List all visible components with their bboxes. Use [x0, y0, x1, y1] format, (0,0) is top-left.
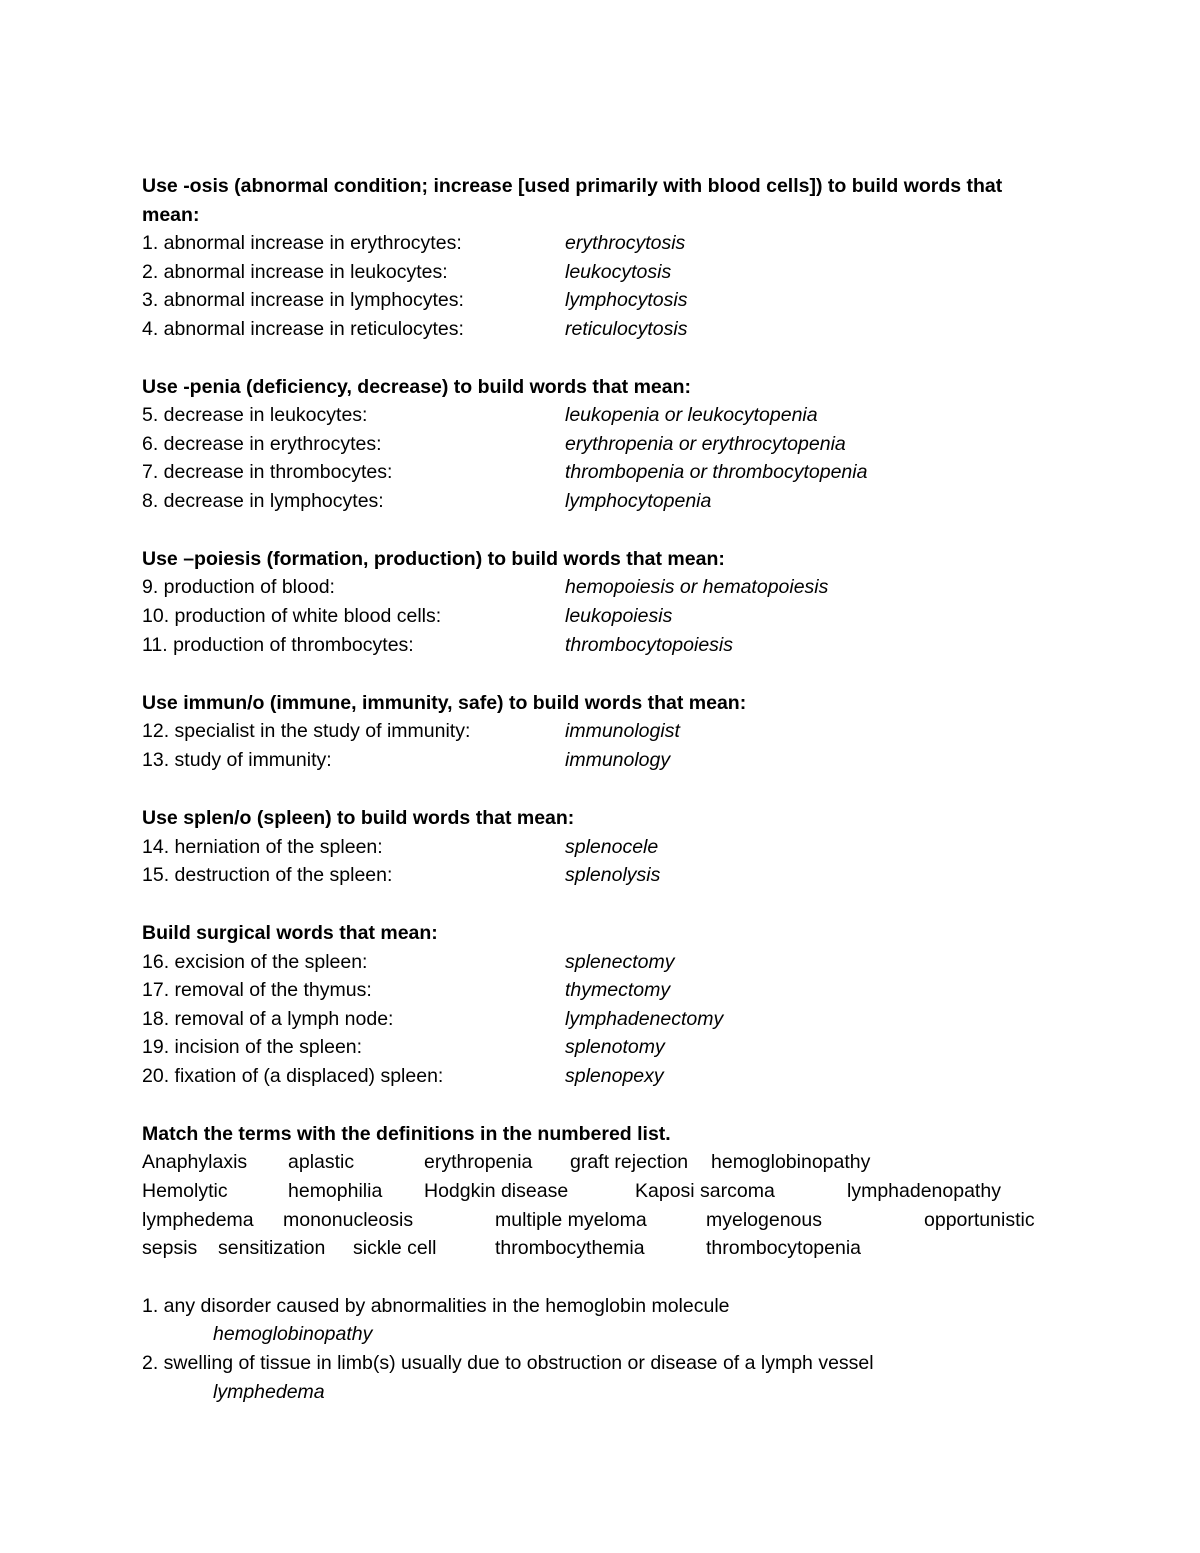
term: Anaphylaxis	[142, 1151, 248, 1173]
section-header-poiesis: Use –poiesis (formation, production) to build words that mean:	[142, 548, 725, 570]
answer-10: leukopoiesis	[565, 605, 673, 627]
term: myelogenous	[706, 1209, 822, 1231]
term: mononucleosis	[283, 1209, 414, 1231]
term: lymphadenopathy	[847, 1180, 1001, 1202]
question-13: 13. study of immunity:	[142, 749, 332, 771]
question-6: 6. decrease in erythrocytes:	[142, 433, 382, 455]
question-2: 2. abnormal increase in leukocytes:	[142, 261, 448, 283]
question-7: 7. decrease in thrombocytes:	[142, 461, 393, 483]
term: aplastic	[288, 1151, 355, 1173]
section-header-spleno: Use splen/o (spleen) to build words that mean:	[142, 807, 575, 829]
answer-11: thrombocytopoiesis	[565, 634, 733, 656]
term: sepsis	[142, 1237, 198, 1259]
answer-6: erythropenia or erythrocytopenia	[565, 433, 846, 455]
term: hemoglobinopathy	[711, 1151, 871, 1173]
term: erythropenia	[424, 1151, 533, 1173]
question-20: 20. fixation of (a displaced) spleen:	[142, 1065, 444, 1087]
answer-18: lymphadenectomy	[565, 1008, 724, 1030]
section-header-surgical: Build surgical words that mean:	[142, 922, 438, 944]
question-14: 14. herniation of the spleen:	[142, 836, 383, 858]
term: thrombocythemia	[495, 1237, 645, 1259]
section-header-osis-cont: mean:	[142, 204, 200, 226]
definition-1: 1. any disorder caused by abnormalities in the hemoglobin molecule	[142, 1295, 730, 1317]
question-18: 18. removal of a lymph node:	[142, 1008, 394, 1030]
answer-14: splenocele	[565, 836, 659, 858]
answer-19: splenotomy	[565, 1036, 665, 1058]
question-12: 12. specialist in the study of immunity:	[142, 720, 471, 742]
question-15: 15. destruction of the spleen:	[142, 864, 393, 886]
answer-4: reticulocytosis	[565, 318, 688, 340]
question-1: 1. abnormal increase in erythrocytes:	[142, 232, 462, 254]
definition-answer-1: hemoglobinopathy	[213, 1323, 373, 1345]
question-10: 10. production of white blood cells:	[142, 605, 442, 627]
term: sensitization	[218, 1237, 326, 1259]
match-header: Match the terms with the definitions in the numbered list.	[142, 1123, 671, 1145]
section-header-immuno: Use immun/o (immune, immunity, safe) to build words that mean:	[142, 692, 747, 714]
section-header-osis: Use -osis (abnormal condition; increase [used primarily with blood cells]) to build words that	[142, 175, 1003, 197]
question-3: 3. abnormal increase in lymphocytes:	[142, 289, 464, 311]
question-4: 4. abnormal increase in reticulocytes:	[142, 318, 464, 340]
question-5: 5. decrease in leukocytes:	[142, 404, 368, 426]
term: Hodgkin disease	[424, 1180, 569, 1202]
term: graft rejection	[570, 1151, 689, 1173]
term: sickle cell	[353, 1237, 437, 1259]
term: multiple myeloma	[495, 1209, 647, 1231]
question-8: 8. decrease in lymphocytes:	[142, 490, 384, 512]
term: Kaposi sarcoma	[635, 1180, 775, 1202]
answer-5: leukopenia or leukocytopenia	[565, 404, 818, 426]
term: opportunistic	[924, 1209, 1035, 1231]
definition-answer-2: lymphedema	[213, 1381, 325, 1403]
term: hemophilia	[288, 1180, 383, 1202]
term: lymphedema	[142, 1209, 254, 1231]
answer-13: immunology	[565, 749, 671, 771]
answer-16: splenectomy	[565, 951, 675, 973]
answer-1: erythrocytosis	[565, 232, 686, 254]
answer-8: lymphocytopenia	[565, 490, 712, 512]
answer-2: leukocytosis	[565, 261, 672, 283]
definition-2: 2. swelling of tissue in limb(s) usually due to obstruction or disease of a lymph vessel	[142, 1352, 874, 1374]
question-11: 11. production of thrombocytes:	[142, 634, 414, 656]
answer-15: splenolysis	[565, 864, 661, 886]
answer-20: splenopexy	[565, 1065, 664, 1087]
answer-17: thymectomy	[565, 979, 671, 1001]
term: Hemolytic	[142, 1180, 228, 1202]
question-9: 9. production of blood:	[142, 576, 335, 598]
answer-12: immunologist	[565, 720, 680, 742]
question-19: 19. incision of the spleen:	[142, 1036, 363, 1058]
answer-7: thrombopenia or thrombocytopenia	[565, 461, 868, 483]
question-17: 17. removal of the thymus:	[142, 979, 372, 1001]
term: thrombocytopenia	[706, 1237, 862, 1259]
answer-3: lymphocytosis	[565, 289, 688, 311]
section-header-penia: Use -penia (deficiency, decrease) to build words that mean:	[142, 376, 692, 398]
question-16: 16. excision of the spleen:	[142, 951, 368, 973]
answer-9: hemopoiesis or hematopoiesis	[565, 576, 829, 598]
